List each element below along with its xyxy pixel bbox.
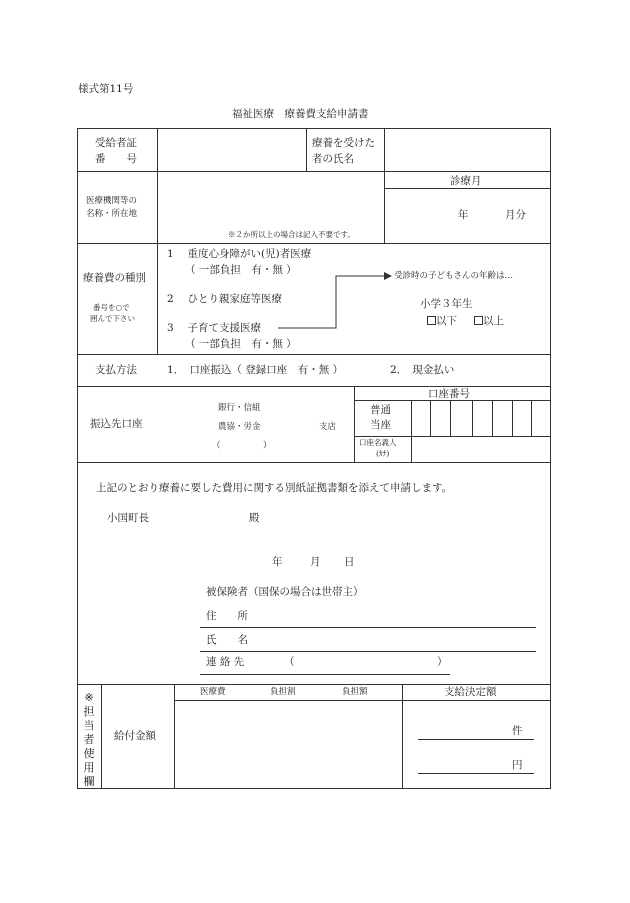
recipient-number-label: 受給者証	[95, 137, 137, 149]
payment-decision-header: 支給決定額	[444, 686, 497, 698]
honorific: 殿	[249, 512, 260, 524]
addressee: 小国町長	[107, 512, 149, 524]
month-header-line	[384, 188, 551, 189]
account-number-header: 口座番号	[428, 388, 470, 400]
date-year: 年	[272, 556, 283, 568]
declaration-statement: 上記のとおり療養に要した費用に関する別紙証拠書類を添えて申請します。	[96, 482, 453, 494]
account-number-input[interactable]	[412, 401, 550, 435]
address-input[interactable]	[260, 606, 536, 626]
option-child-support[interactable]: 3 子育て支援医療	[167, 322, 262, 334]
grade-below-option[interactable]: 以下	[427, 316, 457, 327]
form-title: 福祉医療 療養費支給申請書	[232, 108, 369, 120]
expense-type-hint: 囲んで下さい	[90, 314, 135, 323]
patient-name-label: 者の氏名	[312, 153, 354, 165]
bank-type: 銀行・信組	[218, 403, 261, 413]
treatment-month: 月分	[505, 209, 526, 221]
contact-label: 連 絡 先	[206, 656, 245, 668]
account-type-regular[interactable]: 普通	[370, 404, 391, 416]
col-divider	[101, 684, 102, 789]
option-severe-disability[interactable]: 1 重度心身障がい(児)者医療	[167, 248, 312, 260]
case-count-unit: 件	[512, 725, 523, 737]
checkbox-icon[interactable]	[427, 316, 436, 325]
name-underline	[200, 651, 536, 652]
patient-name-label: 療養を受けた	[312, 137, 375, 149]
expense-type-hint: 番号を○で	[93, 303, 130, 312]
recipient-number-field[interactable]	[158, 129, 305, 170]
treatment-year: 年	[458, 209, 469, 221]
insured-label: 被保険者（国保の場合は世帯主）	[206, 586, 364, 598]
institution-field[interactable]	[158, 172, 384, 228]
row-divider	[77, 684, 551, 685]
option-severe-disability-burden[interactable]: （ 一部負担 有・無 ）	[185, 264, 297, 276]
institution-note: ※２か所以上の場合は記入不要です。	[228, 230, 355, 239]
account-type-current[interactable]: 当座	[370, 419, 391, 431]
burden-amount-header: 負担額	[342, 687, 368, 697]
coop-type: 農協・労金	[218, 422, 261, 432]
child-age-note: 受診時の子どもさんの年齢は…	[394, 271, 514, 281]
account-holder-input[interactable]	[412, 437, 550, 461]
yen-underline	[418, 773, 534, 774]
date-month: 月	[310, 556, 321, 568]
address-label: 住 所	[206, 610, 248, 622]
account-holder-label: 口座名義人	[359, 438, 397, 447]
col-divider	[354, 386, 355, 462]
institution-label: 名称・所在地	[86, 209, 138, 219]
office-header-line	[174, 700, 551, 701]
account-holder-kana: (ｶﾅ)	[376, 449, 390, 458]
name-label: 氏 名	[206, 634, 248, 646]
expense-type-label: 療養費の種別	[83, 272, 146, 284]
payment-method-label: 支払方法	[95, 364, 137, 376]
bank-name-field[interactable]	[158, 387, 354, 462]
contact-input[interactable]	[296, 653, 434, 673]
form-number: 様式第11号	[78, 83, 134, 95]
address-underline	[200, 627, 536, 628]
contact-paren-open: （	[284, 656, 295, 668]
recipient-number-label: 番 号	[95, 153, 137, 165]
payment-amount-label: 給付金額	[114, 730, 156, 742]
row-divider	[77, 462, 551, 463]
arrow-connector-icon	[270, 268, 400, 332]
child-grade: 小学３年生	[420, 298, 473, 310]
office-use-vertical-label: ※ 担 当 者 使 用 欄	[83, 691, 95, 788]
contact-paren-close: ）	[437, 656, 448, 668]
name-input[interactable]	[260, 630, 536, 650]
col-divider	[306, 128, 307, 171]
row-divider	[77, 243, 551, 244]
option-single-parent[interactable]: 2 ひとり親家庭等医療	[167, 293, 283, 305]
branch-label: 支店	[319, 422, 337, 432]
case-count-underline	[418, 739, 534, 740]
yen-unit: 円	[512, 759, 523, 771]
burden-ratio-header: 負担割	[270, 687, 296, 697]
grade-above-option[interactable]: 以上	[474, 316, 504, 327]
contact-underline	[200, 674, 450, 675]
bank-paren: （ ）	[212, 441, 272, 451]
option-child-support-burden[interactable]: （ 一部負担 有・無 ）	[185, 338, 297, 350]
date-field[interactable]	[250, 550, 370, 572]
payment-option-cash[interactable]: 2． 現金払い	[390, 364, 455, 376]
medical-cost-header: 医療費	[200, 687, 226, 697]
treatment-month-header: 診療月	[450, 175, 482, 187]
row-divider	[77, 354, 551, 355]
date-day: 日	[344, 556, 355, 568]
payment-option-transfer[interactable]: 1． 口座振込（ 登録口座 有・無 ）	[167, 364, 344, 376]
checkbox-icon[interactable]	[474, 316, 483, 325]
institution-label: 医療機関等の	[86, 196, 138, 206]
patient-name-field[interactable]	[385, 129, 550, 170]
bank-account-label: 振込先口座	[90, 418, 143, 430]
